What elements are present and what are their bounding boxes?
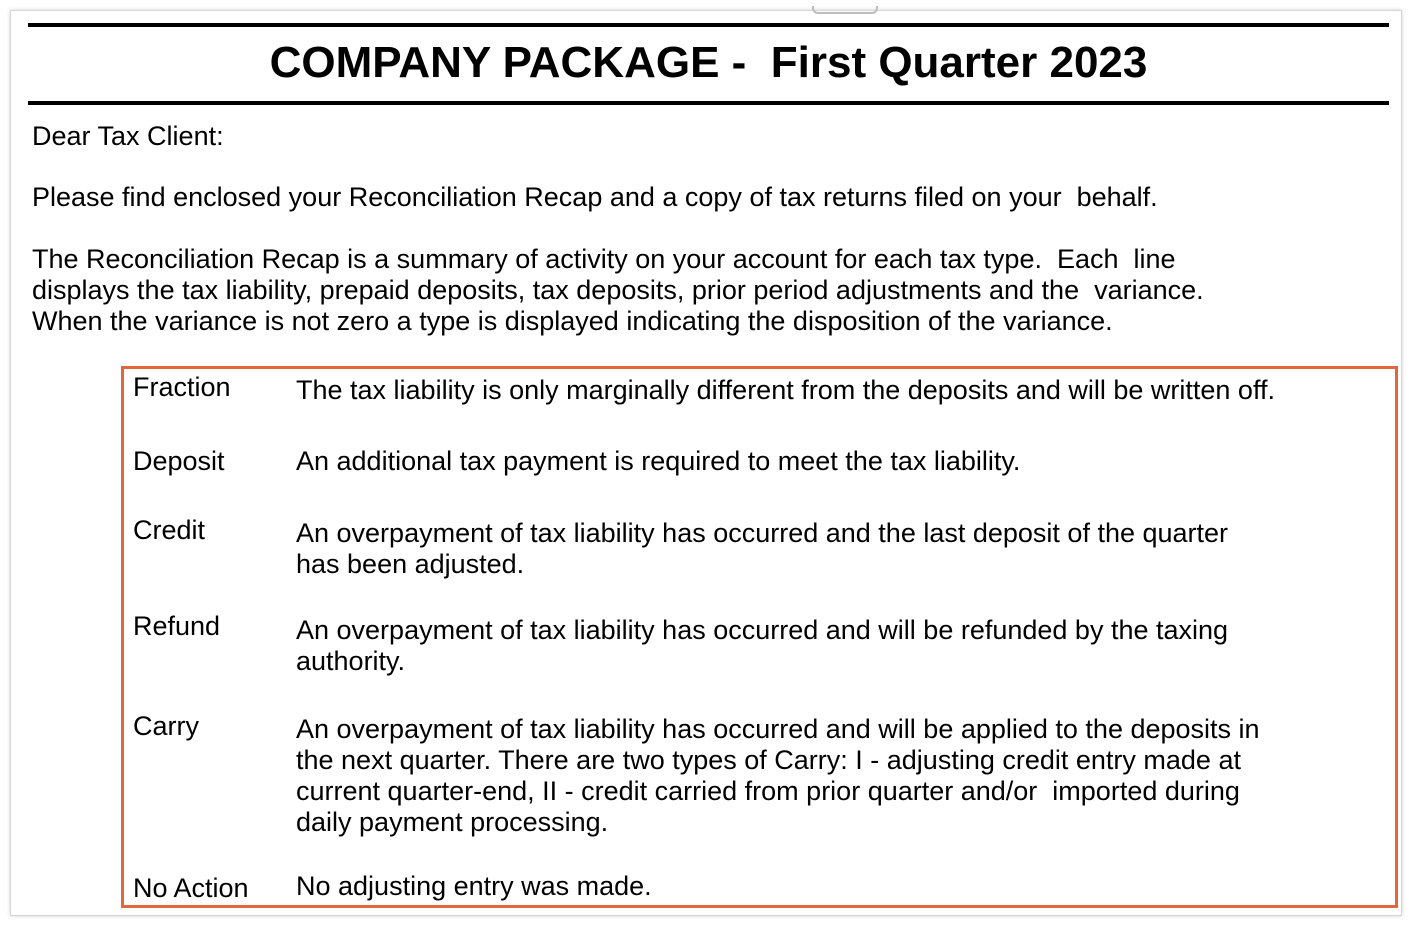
legend-desc-deposit: An additional tax payment is required to meet the tax liability. (296, 446, 1021, 476)
header-rule-top (28, 23, 1389, 27)
legend-desc-carry-line: daily payment processing. (296, 807, 609, 837)
legend-desc-refund-line: An overpayment of tax liability has occurred and will be refunded by the taxing (296, 615, 1229, 645)
legend-desc-credit-line: An overpayment of tax liability has occurred and the last deposit of the quarter (296, 518, 1229, 548)
legend-term-refund: Refund (133, 611, 221, 641)
legend-term-fraction: Fraction (133, 372, 231, 402)
recap-paragraph-line: When the variance is not zero a type is displayed indicating the disposition of the variance. (32, 306, 1113, 336)
recap-paragraph-line: displays the tax liability, prepaid deposits, tax deposits, prior period adjustments and the variance. (32, 275, 1204, 305)
header-rule-bottom (28, 101, 1389, 105)
recap-paragraph-line: The Reconciliation Recap is a summary of activity on your account for each tax type. Each line (32, 244, 1176, 274)
legend-term-credit: Credit (133, 515, 206, 545)
legend-desc-refund-line: authority. (296, 646, 406, 676)
page-title: COMPANY PACKAGE - First Quarter 2023 (269, 38, 1148, 87)
legend-desc-fraction: The tax liability is only marginally different from the deposits and will be written off. (296, 375, 1275, 405)
legend-desc-carry-line: current quarter-end, II - credit carried from prior quarter and/or imported during (296, 776, 1240, 806)
legend-desc-credit-line: has been adjusted. (296, 549, 525, 579)
legend-desc-carry-line: the next quarter. There are two types of Carry: I - adjusting credit entry made at (296, 745, 1241, 775)
legend-desc-no-action: No adjusting entry was made. (296, 871, 652, 901)
legend-term-no-action: No Action (133, 873, 249, 903)
greeting-text: Dear Tax Client: (32, 121, 224, 151)
legend-desc-carry-line: An overpayment of tax liability has occurred and will be applied to the deposits in (296, 714, 1260, 744)
page-top-fragment (812, 6, 878, 14)
legend-term-deposit: Deposit (133, 446, 225, 476)
intro-paragraph: Please find enclosed your Reconciliation Recap and a copy of tax returns filed on your behalf. (32, 182, 1158, 212)
legend-term-carry: Carry (133, 711, 199, 741)
